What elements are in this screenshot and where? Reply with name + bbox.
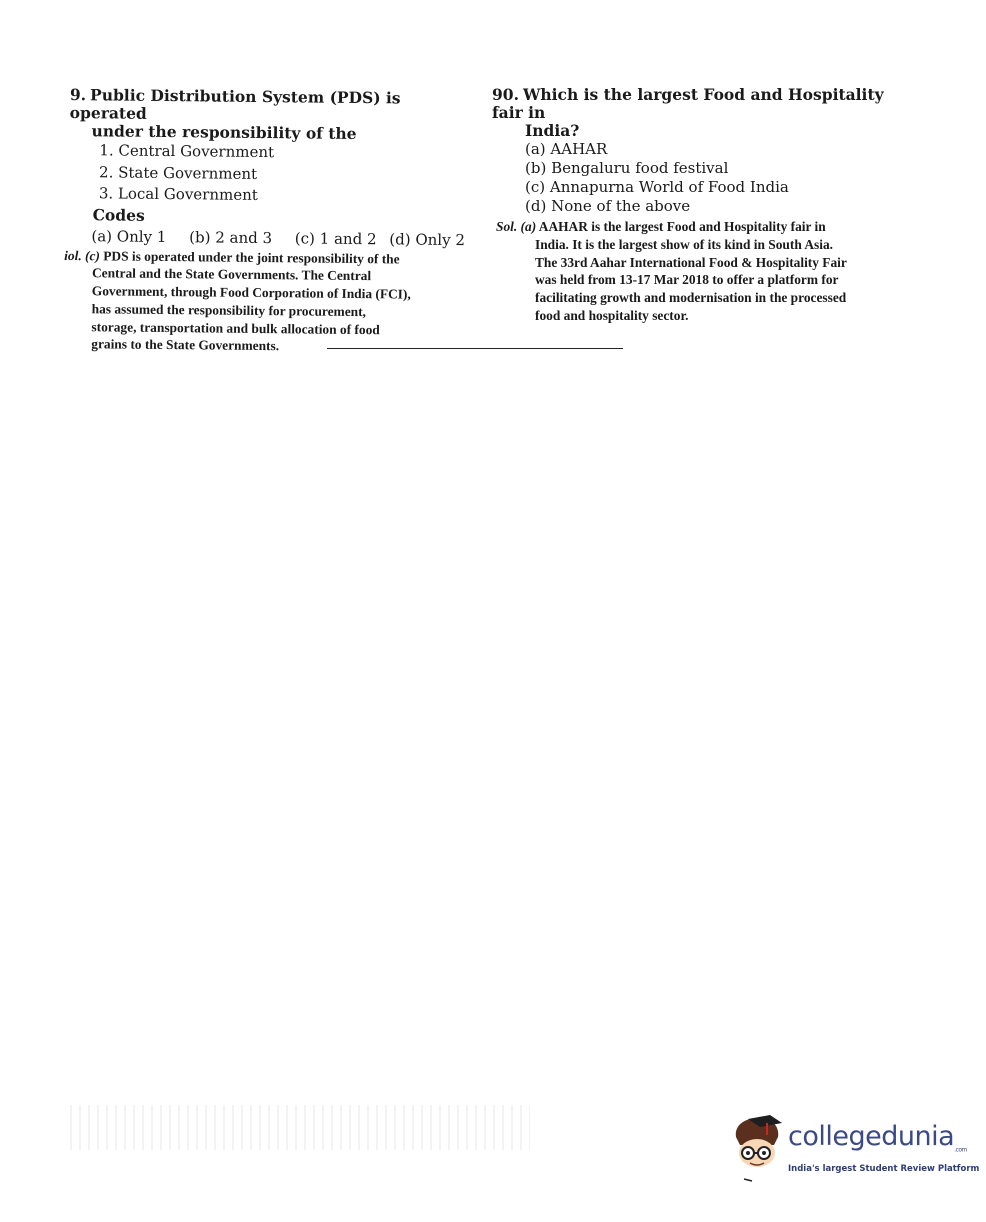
option-3: 3. Local Government	[98, 184, 258, 204]
code-d: (d) Only 2	[389, 229, 466, 249]
solution-89	[63, 246, 468, 357]
question-90-text-1: Which is the largest Food and Hospitality fair in	[492, 85, 884, 122]
mascot-icon	[730, 1115, 786, 1185]
question-89-text-1: Public Distribution System (PDS) is operated	[69, 85, 401, 123]
codes-heading: Codes	[92, 204, 145, 225]
solution-90-line: India. It is the largest show of its kind in South Asia.	[535, 236, 834, 252]
option-2: 2. State Government	[99, 162, 258, 183]
solution-89-line: storage, transportation and bulk allocation of food	[91, 318, 380, 337]
scan-smudge	[70, 1105, 530, 1150]
solution-90	[496, 218, 902, 325]
solution-90-line: The 33rd Aahar International Food & Hospitality Fair	[535, 254, 847, 270]
collegedunia-logo	[730, 1115, 980, 1185]
solution-89-line: PDS is operated under the joint responsibility of the	[103, 247, 400, 266]
question-89-number: 9.	[69, 85, 87, 105]
solution-89-label: iol. (c)	[64, 247, 101, 263]
option-d: (d) None of the above	[525, 197, 691, 215]
solution-89-line: Central and the State Governments. The Central	[91, 265, 372, 284]
solution-90-line: was held from 13-17 Mar 2018 to offer a platform for	[535, 272, 839, 288]
brand-name: collegedunia$_{.com}$	[788, 1121, 967, 1154]
brand-tagline: India's largest Student Review Platform	[788, 1164, 980, 1174]
option-b: (b) Bengaluru food festival	[525, 159, 729, 177]
option-1: 1. Central Government	[99, 141, 275, 162]
solution-90-line: AAHAR is the largest Food and Hospitality fair in	[538, 219, 826, 234]
solution-89-line: grains to the State Governments.	[91, 336, 280, 354]
option-c: (c) Annapurna World of Food India	[525, 178, 789, 196]
code-c: (c) 1 and 2	[294, 228, 377, 248]
question-90-stem-line2: India?	[525, 121, 580, 140]
solution-89-line: Government, through Food Corporation of India (FCI),	[91, 283, 411, 302]
question-90	[492, 86, 902, 325]
solution-90-label: Sol. (a)	[496, 219, 537, 234]
question-90-number: 90.	[492, 85, 519, 104]
question-89	[64, 85, 470, 357]
code-b: (b) 2 and 3	[189, 227, 273, 247]
code-a: (a) Only 1	[91, 226, 167, 246]
option-a: (a) AAHAR	[525, 140, 608, 158]
solution-90-line: facilitating growth and modernisation in the processed	[535, 290, 847, 306]
question-90-stem-line1	[492, 86, 902, 122]
question-89-stem-line1	[70, 86, 470, 126]
question-89-stem-line2: under the responsibility of the	[91, 121, 357, 144]
solution-90-line: food and hospitality sector.	[535, 307, 689, 323]
solution-89-line: has assumed the responsibility for procurement,	[91, 301, 367, 320]
section-divider	[327, 348, 623, 349]
